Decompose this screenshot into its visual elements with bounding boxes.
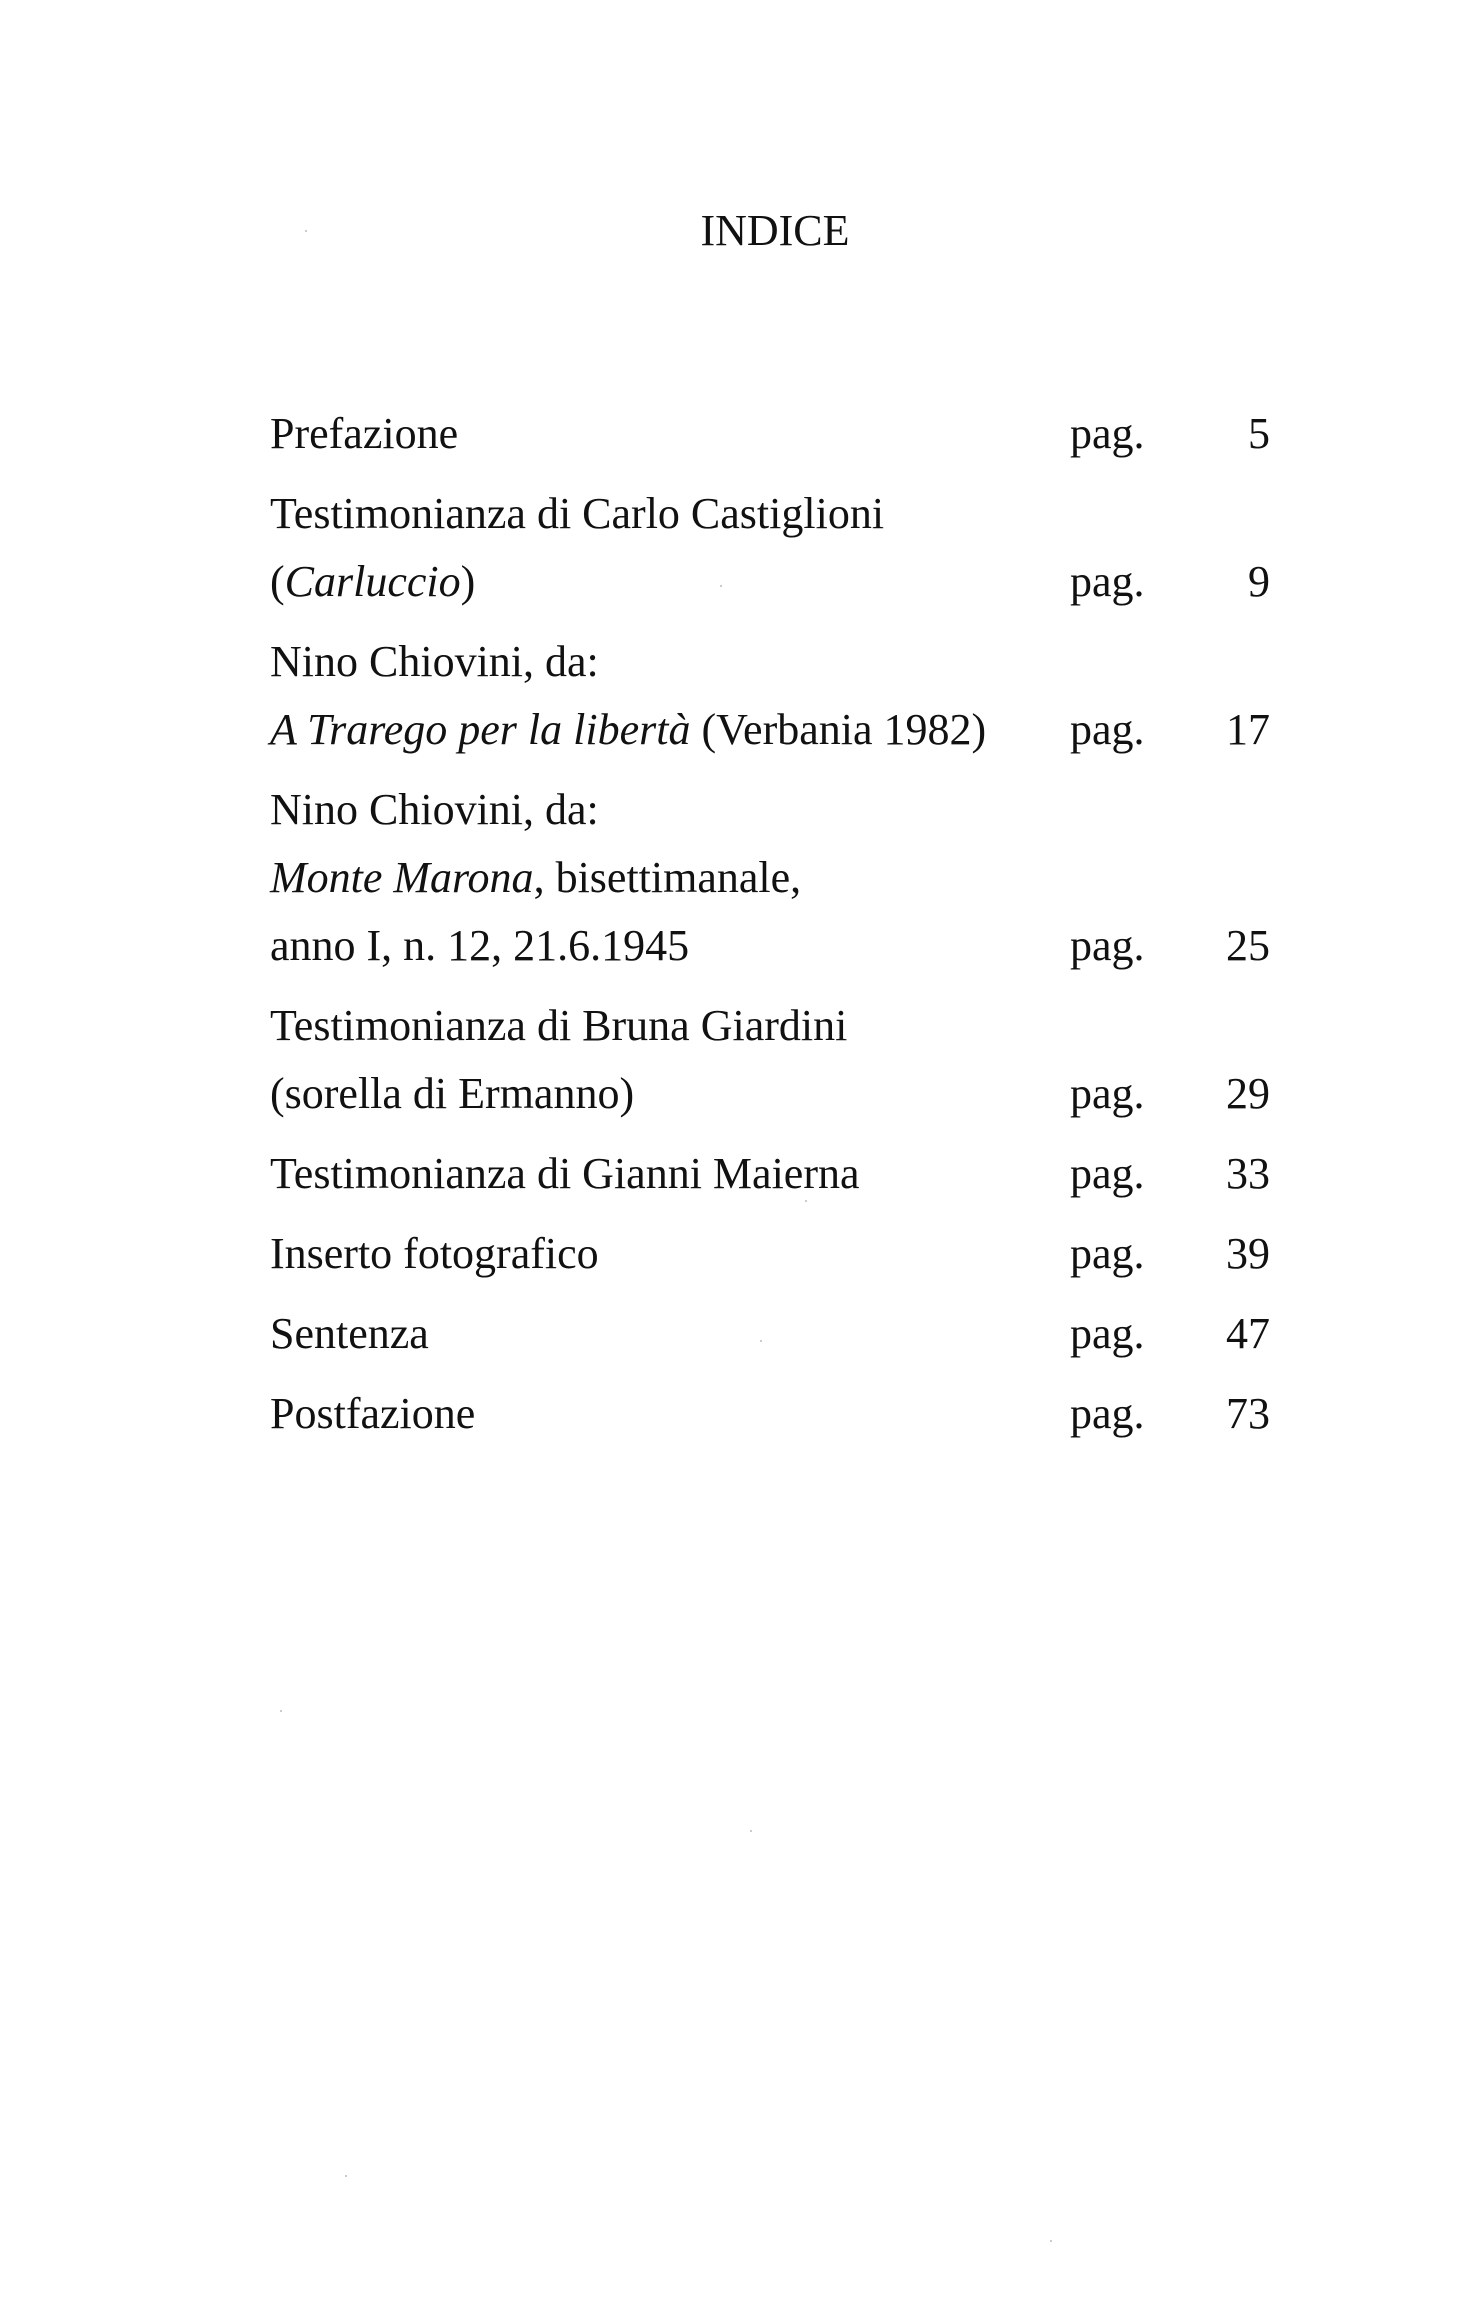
entry-line	[270, 992, 1270, 1060]
toc-entry-prefazione	[270, 400, 1270, 468]
pag-label: pag.	[1070, 705, 1145, 754]
entry-text: Prefazione	[270, 409, 459, 458]
scan-speck	[345, 2175, 347, 2177]
toc-entry-sentenza	[270, 1300, 1270, 1368]
entry-text: Sentenza	[270, 1309, 429, 1358]
pag-label: pag.	[1070, 921, 1145, 970]
entry-text: Testimonianza di Gianni Maierna	[270, 1149, 860, 1198]
entry-line	[270, 844, 1270, 912]
entry-text: (sorella di Ermanno)	[270, 1069, 635, 1118]
entry-text: , bisettimanale,	[533, 853, 802, 902]
entry-line	[270, 776, 1270, 844]
entry-text: Postfazione	[270, 1389, 476, 1438]
table-of-contents	[270, 400, 1270, 1448]
entry-text: Testimonianza di Carlo Castiglioni	[270, 489, 885, 538]
page-number: 5	[1248, 409, 1270, 458]
toc-entry-chiovini-trarego	[270, 628, 1270, 764]
pag-label: pag.	[1070, 1309, 1145, 1358]
page-number: 29	[1226, 1069, 1270, 1118]
entry-text-italic: A Trarego per la libertà	[270, 705, 691, 754]
toc-entry-castiglioni	[270, 480, 1270, 616]
entry-text: Inserto fotografico	[270, 1229, 599, 1278]
scan-speck	[280, 1710, 282, 1712]
page-number: 9	[1248, 557, 1270, 606]
scan-speck	[1050, 2240, 1052, 2242]
scan-speck	[805, 1200, 807, 1202]
page-number: 33	[1226, 1149, 1270, 1198]
entry-text-italic: Monte Marona	[270, 853, 534, 902]
page-number: 47	[1226, 1309, 1270, 1358]
toc-entry-maierna	[270, 1140, 1270, 1208]
entry-text: (	[270, 557, 285, 606]
entry-text-italic: Carluccio	[284, 557, 461, 606]
entry-text: Nino Chiovini, da:	[270, 785, 599, 834]
toc-entry-giardini	[270, 992, 1270, 1128]
entry-text: )	[460, 557, 476, 606]
scan-speck	[720, 585, 722, 587]
pag-label: pag.	[1070, 409, 1145, 458]
page-title: INDICE	[700, 206, 850, 255]
page-number: 73	[1226, 1389, 1270, 1438]
entry-text: anno I, n. 12, 21.6.1945	[270, 921, 690, 970]
page-number: 17	[1226, 705, 1270, 754]
page-number: 25	[1226, 921, 1270, 970]
entry-line	[270, 480, 1270, 548]
toc-entry-postfazione	[270, 1380, 1270, 1448]
scan-speck	[305, 230, 307, 232]
scan-speck	[750, 1830, 752, 1832]
entry-text: Nino Chiovini, da:	[270, 637, 599, 686]
page-number: 39	[1226, 1229, 1270, 1278]
pag-label: pag.	[1070, 1229, 1145, 1278]
scan-speck	[760, 1340, 762, 1342]
toc-entry-chiovini-marona	[270, 776, 1270, 980]
entry-line	[270, 628, 1270, 696]
pag-label: pag.	[1070, 1149, 1145, 1198]
toc-entry-inserto	[270, 1220, 1270, 1288]
entry-text: Testimonianza di Bruna Giardini	[270, 1001, 848, 1050]
entry-text: (Verbania 1982)	[690, 705, 987, 754]
pag-label: pag.	[1070, 557, 1145, 606]
pag-label: pag.	[1070, 1069, 1145, 1118]
pag-label: pag.	[1070, 1389, 1145, 1438]
